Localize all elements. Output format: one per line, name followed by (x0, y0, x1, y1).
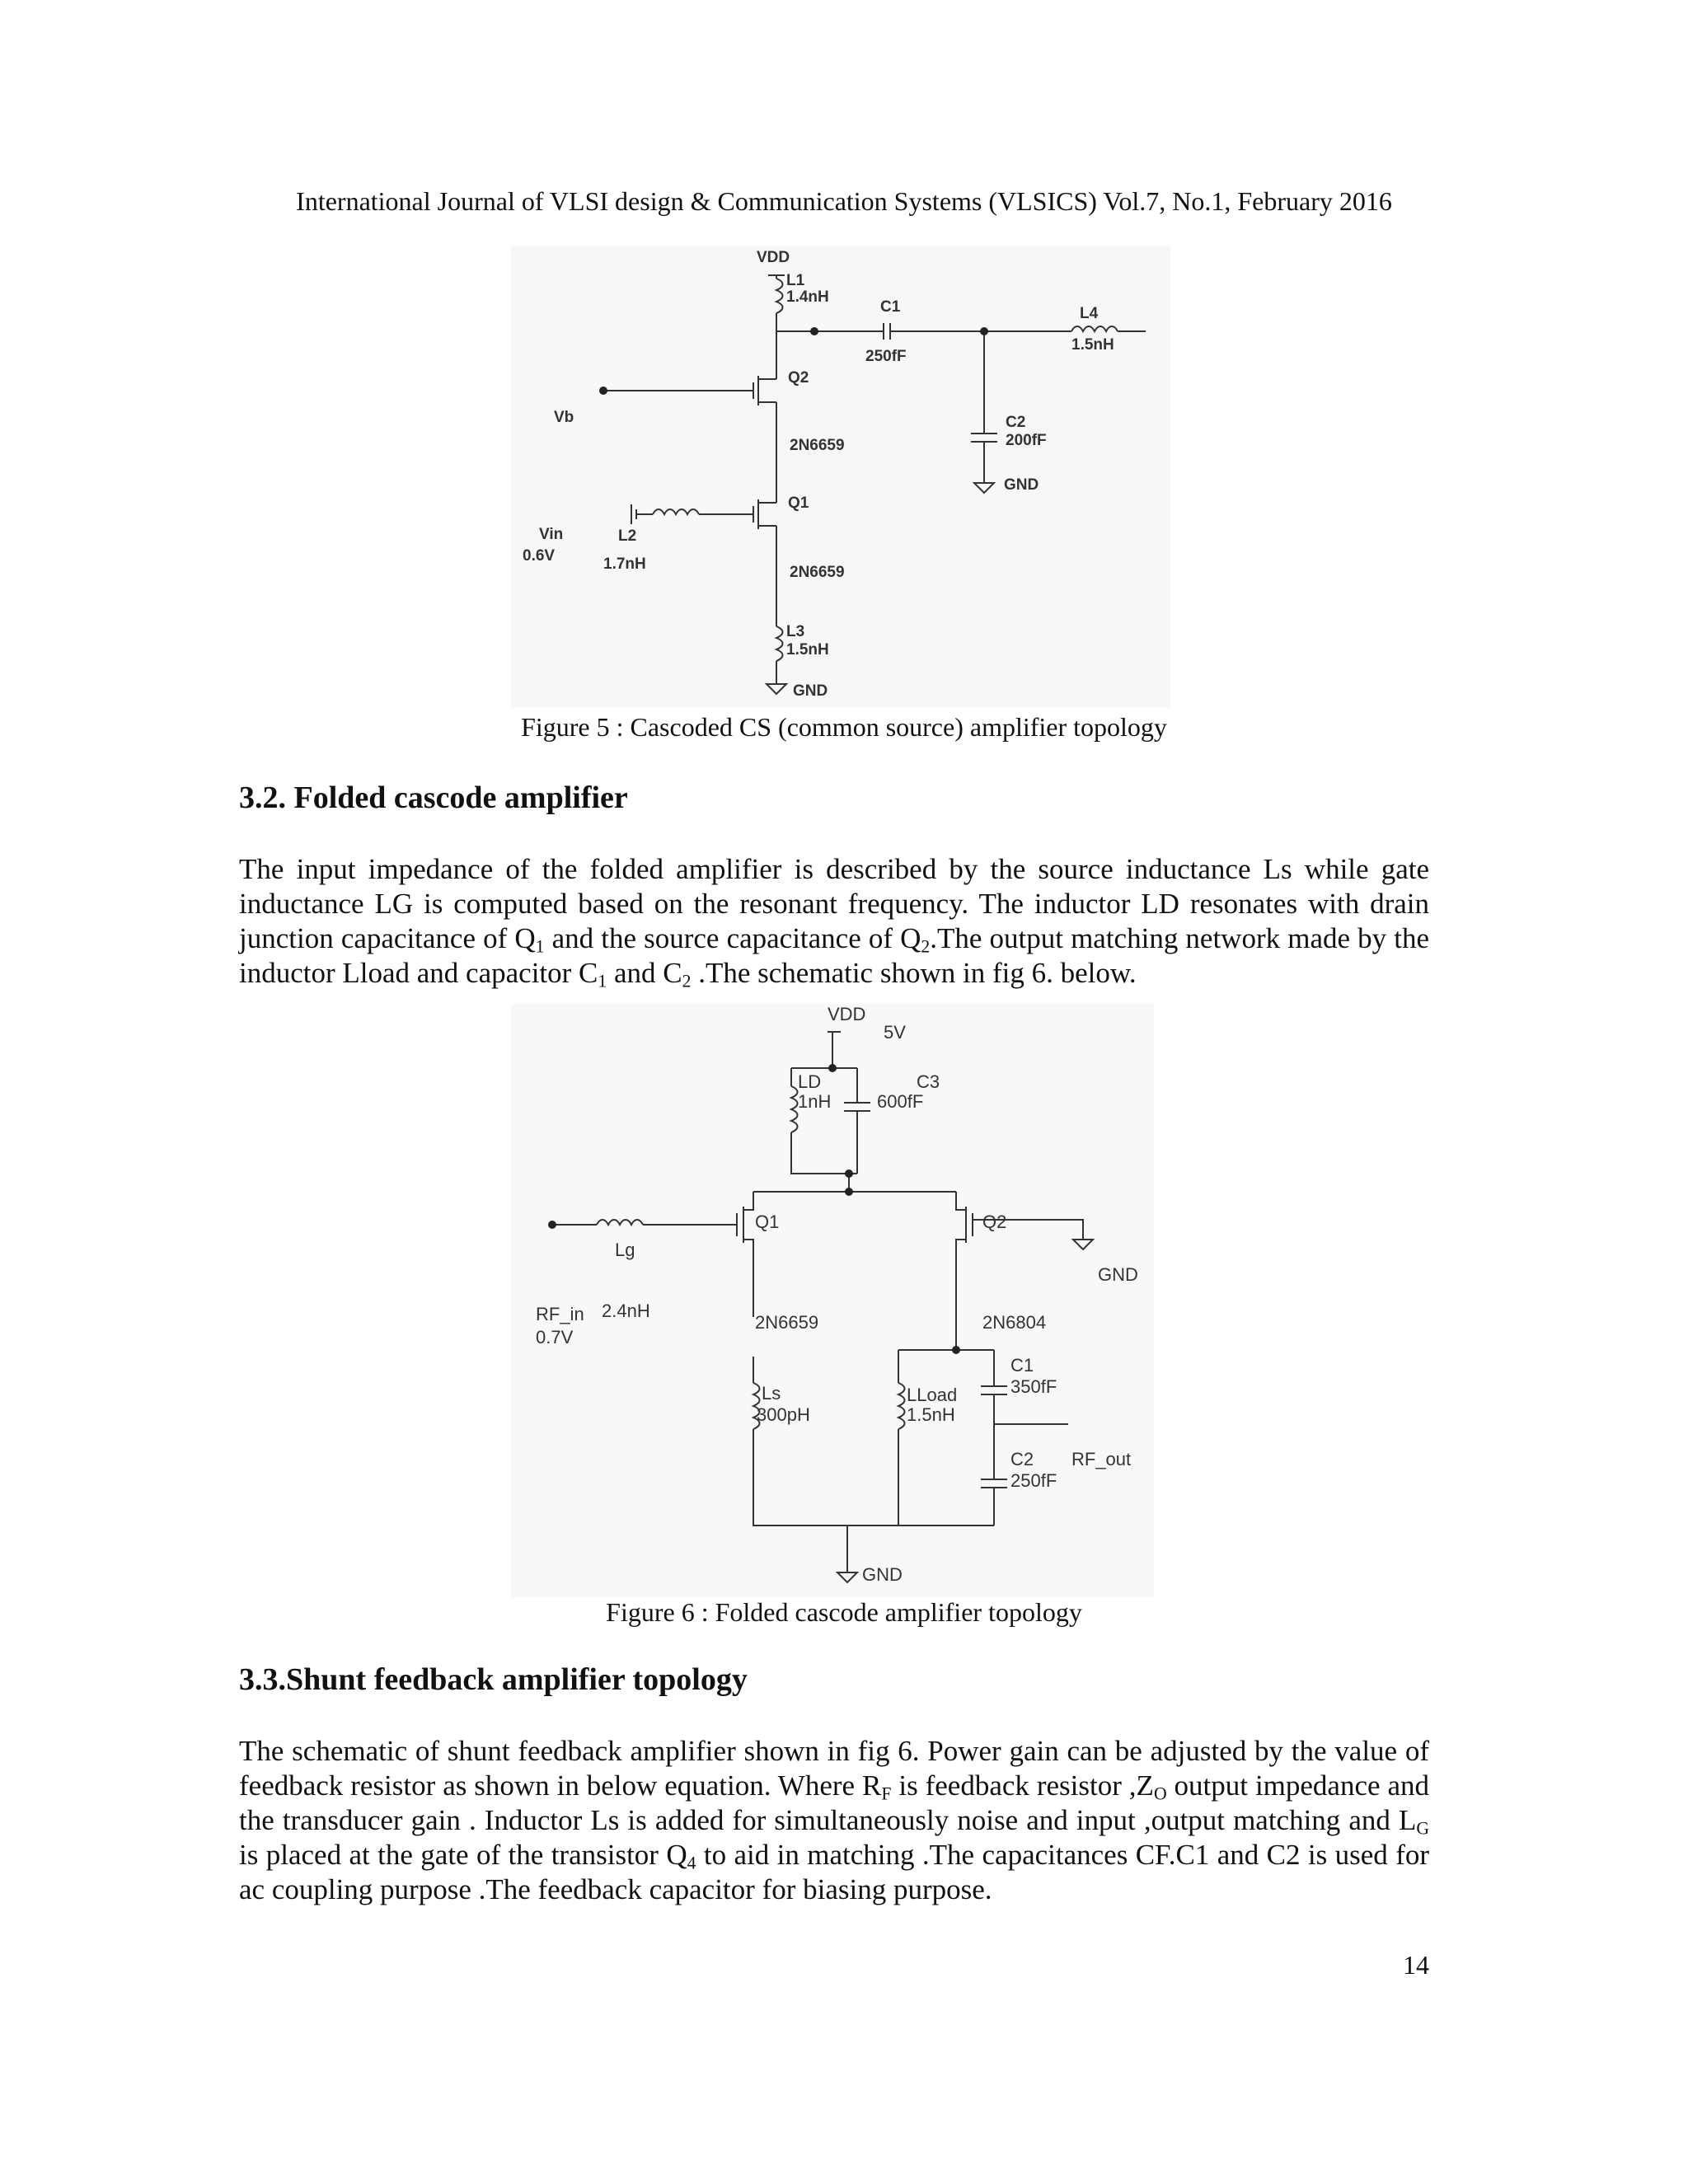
fig6-c2-label: C2 (1010, 1449, 1034, 1469)
fig6-lg-label: Lg (615, 1240, 635, 1260)
fig6-c2-value: 250fF (1010, 1470, 1057, 1491)
fig6-gnd-q2: GND (1098, 1264, 1138, 1285)
fig5-l4-value: 1.5nH (1071, 336, 1114, 354)
fig6-lload-label: LLoad (907, 1385, 958, 1405)
fig6-vdd-value: 5V (884, 1022, 906, 1043)
fig6-lg-value: 2.4nH (602, 1301, 650, 1321)
fig6-q2-part: 2N6804 (982, 1312, 1047, 1333)
fig6-c3-label: C3 (917, 1071, 940, 1092)
section-3-2-heading: 3.2. Folded cascode amplifier (239, 780, 628, 815)
running-header: International Journal of VLSI design & Communication Systems (VLSICS) Vol.7, No.1, February 2016 (296, 186, 1392, 216)
fig6-q1-label: Q1 (755, 1212, 780, 1232)
fig6-vdd-label: VDD (828, 1004, 866, 1024)
fig6-ls-value: 300pH (757, 1404, 810, 1425)
fig5-c1-label: C1 (880, 298, 901, 316)
fig6-rf-out-label: RF_out (1071, 1449, 1132, 1469)
fig6-c3-value: 600fF (877, 1091, 924, 1112)
fig5-gnd-label: GND (793, 682, 828, 700)
fig5-q1-label: Q1 (788, 494, 809, 512)
fig5-q1-part: 2N6659 (790, 564, 845, 581)
fig5-l1-label: L1 (786, 272, 805, 289)
figure-5-caption: Figure 5 : Cascoded CS (common source) amplifier topology (521, 712, 1167, 742)
fig5-q2-label: Q2 (788, 369, 809, 387)
fig5-vb-label: Vb (554, 409, 574, 426)
fig5-l4-label: L4 (1080, 305, 1099, 322)
fig6-q1-part: 2N6659 (755, 1312, 819, 1333)
fig5-c2-label: C2 (1006, 414, 1026, 431)
fig6-gnd-label: GND (862, 1564, 903, 1585)
fig6-c1-value: 350fF (1010, 1376, 1057, 1397)
fig6-ld-label: LD (798, 1071, 822, 1092)
fig6-ls-label: Ls (762, 1383, 781, 1404)
figure-6-schematic (511, 1004, 1154, 1630)
fig6-rf-in-label: RF_in (536, 1304, 584, 1324)
fig6-q2-label: Q2 (982, 1212, 1007, 1232)
figure-5-schematic (495, 246, 1203, 709)
fig5-vdd-label: VDD (757, 249, 790, 266)
figure-6-caption: Figure 6 : Folded cascode amplifier topology (606, 1597, 1082, 1627)
page-number: 14 (1403, 1950, 1429, 1980)
fig5-q2-part: 2N6659 (790, 437, 845, 454)
fig6-rf-in-value: 0.7V (536, 1327, 574, 1347)
fig5-vin-value: 0.6V (523, 547, 556, 565)
fig5-gnd-c2: GND (1004, 476, 1039, 494)
fig5-l1-value: 1.4nH (786, 288, 829, 306)
section-3-3-paragraph: The schematic of shunt feedback amplifier shown in fig 6. Power gain can be adjusted by the value of feedback resistor as shown in below equation. Where $R_F$ is feedback resistor $,Z_O$ output impedance and the transducer gain . Inductor Ls is added for simultaneously noise and input ,output matching and $L_G$ is placed at the gate of the transistor $Q_4$ to aid in matching .The capacitances CF.C1 and C2 is used for ac coupling purpose .The feedback capacitor for biasing purpose. (239, 1735, 1430, 1905)
fig5-l2-value: 1.7nH (603, 555, 646, 573)
fig5-c2-value: 200fF (1006, 432, 1047, 449)
fig6-lload-value: 1.5nH (907, 1404, 955, 1425)
section-3-3-heading: 3.3.Shunt feedback amplifier topology (239, 1662, 748, 1697)
fig6-c1-label: C1 (1010, 1355, 1034, 1376)
fig5-vin-label: Vin (539, 526, 564, 543)
section-3-2-paragraph: The input impedance of the folded amplifier is described by the source inductance Ls while gate inductance LG is computed based on the resonant frequency. The inductor LD resonates with drain junction capacitance of $Q_1$ and the source capacitance of $Q_2.The$ output matching network made by the inductor Lload and capacitor $C_1$ and $C_2$ .The schematic shown in fig 6. below. (239, 853, 1429, 991)
fig5-l2-label: L2 (618, 527, 637, 545)
fig6-ld-value: 1nH (798, 1091, 832, 1112)
fig5-l3-value: 1.5nH (786, 641, 829, 658)
fig5-l3-label: L3 (786, 623, 805, 640)
fig5-c1-value: 250fF (865, 348, 907, 365)
